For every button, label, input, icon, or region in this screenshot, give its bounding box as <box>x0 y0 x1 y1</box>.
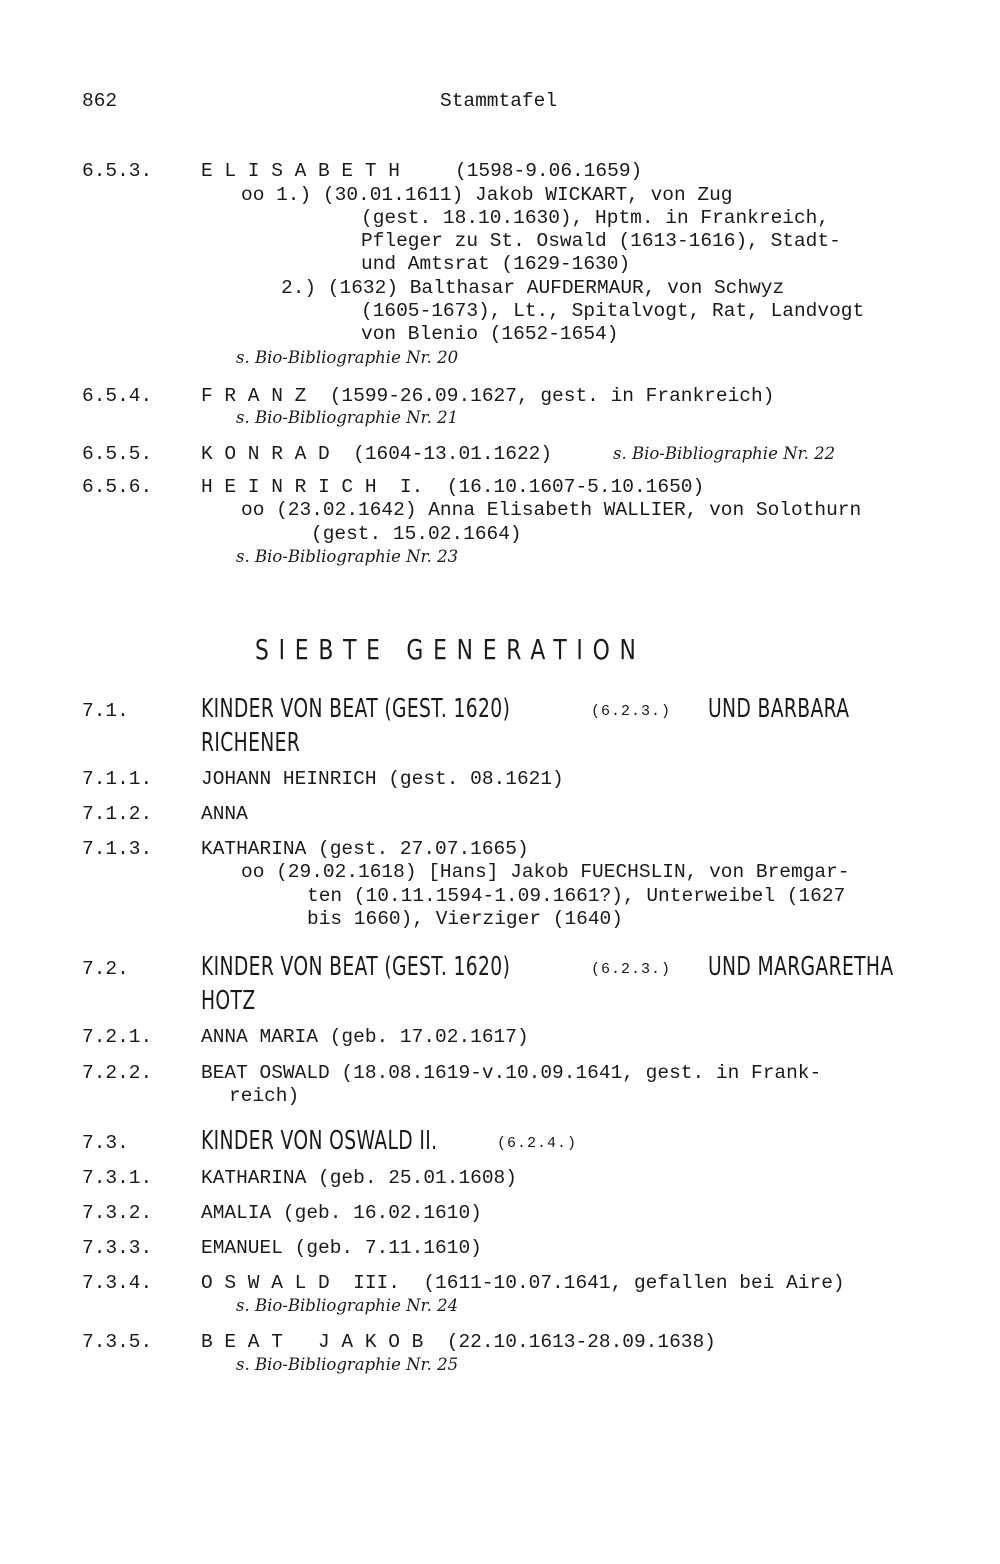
child-number: 7.1.1. <box>82 768 153 790</box>
entry-line: ten (10.11.1594-1.09.1661?), Unterweibel (1627 <box>307 885 846 907</box>
child-number: 7.3.3. <box>82 1237 153 1259</box>
entry-line: H E I N R I C H I. (16.10.1607-5.10.1650) <box>201 476 705 498</box>
child-entry: ANNA MARIA (geb. 17.02.1617) <box>201 1026 529 1048</box>
child-entry: ANNA <box>201 803 248 825</box>
page-title: Stammtafel <box>440 90 558 112</box>
bio-reference: s. Bio-Bibliographie Nr. 23 <box>236 547 459 566</box>
entry-name: E L I S A B E T H <box>201 160 400 182</box>
child-entry: KATHARINA (geb. 25.01.1608) <box>201 1167 517 1189</box>
section-number: 7.3. <box>82 1132 129 1154</box>
bio-reference: s. Bio-Bibliographie Nr. 24 <box>236 1296 459 1315</box>
entry-line: (gest. 18.10.1630), Hptm. in Frankreich, <box>361 207 830 229</box>
entry-number: 6.5.3. <box>82 160 153 182</box>
entry-line: F R A N Z (1599-26.09.1627, gest. in Frankreich) <box>201 385 775 407</box>
entry-line: 2.) (1632) Balthasar AUFDERMAUR, von Schwyz <box>281 277 785 299</box>
bio-reference: s. Bio-Bibliographie Nr. 22 <box>613 444 836 463</box>
child-entry: JOHANN HEINRICH (gest. 08.1621) <box>201 768 564 790</box>
child-number: 7.2.2. <box>82 1062 153 1084</box>
entry-line: Pfleger zu St. Oswald (1613-1616), Stadt- <box>361 230 841 252</box>
entry-number: 6.5.5. <box>82 443 153 465</box>
section-heading: UND MARGARETHA <box>708 952 894 982</box>
section-number: 7.1. <box>82 700 129 722</box>
child-entry: EMANUEL (geb. 7.11.1610) <box>201 1237 482 1259</box>
child-number: 7.3.5. <box>82 1331 153 1353</box>
entry-line: reich) <box>229 1085 300 1107</box>
generation-title: SIEBTE GENERATION <box>255 633 646 666</box>
entry-line: und Amtsrat (1629-1630) <box>361 253 631 275</box>
child-entry: BEAT OSWALD (18.08.1619-v.10.09.1641, gest. in Frank- <box>201 1062 822 1084</box>
entry-line: (1605-1673), Lt., Spitalvogt, Rat, Landvogt <box>361 300 865 322</box>
section-ref: (6.2.3.) <box>591 703 672 720</box>
section-heading: KINDER VON BEAT (GEST. 1620) <box>201 952 511 982</box>
section-heading: KINDER VON BEAT (GEST. 1620) <box>201 694 511 724</box>
entry-line: oo (23.02.1642) Anna Elisabeth WALLIER, von Solothurn <box>241 499 862 521</box>
child-number: 7.2.1. <box>82 1026 153 1048</box>
child-entry: AMALIA (geb. 16.02.1610) <box>201 1202 482 1224</box>
section-ref: (6.2.3.) <box>591 961 672 978</box>
entry-number: 6.5.6. <box>82 476 153 498</box>
child-entry: KATHARINA (gest. 27.07.1665) <box>201 838 529 860</box>
entry-line: oo 1.) (30.01.1611) Jakob WICKART, von Zug <box>241 184 733 206</box>
page-number: 862 <box>82 90 118 112</box>
entry-line: K O N R A D (1604-13.01.1622) <box>201 443 553 465</box>
bio-reference: s. Bio-Bibliographie Nr. 25 <box>236 1355 459 1374</box>
section-heading: KINDER VON OSWALD II. <box>201 1126 438 1156</box>
entry-number: 6.5.4. <box>82 385 153 407</box>
entry-line: (gest. 15.02.1664) <box>311 523 522 545</box>
child-number: 7.1.2. <box>82 803 153 825</box>
entry-dates: (1598-9.06.1659) <box>455 160 643 182</box>
child-entry: O S W A L D III. (1611-10.07.1641, gefallen bei Aire) <box>201 1272 845 1294</box>
bio-reference: s. Bio-Bibliographie Nr. 21 <box>236 408 459 427</box>
entry-line: bis 1660), Vierziger (1640) <box>307 908 623 930</box>
child-entry: B E A T J A K O B (22.10.1613-28.09.1638) <box>201 1331 716 1353</box>
entry-line: oo (29.02.1618) [Hans] Jakob FUECHSLIN, von Bremgar- <box>241 861 850 883</box>
bio-reference: s. Bio-Bibliographie Nr. 20 <box>236 348 459 367</box>
section-ref: (6.2.4.) <box>497 1135 578 1152</box>
child-number: 7.1.3. <box>82 838 153 860</box>
entry-line: von Blenio (1652-1654) <box>361 323 619 345</box>
child-number: 7.3.2. <box>82 1202 153 1224</box>
child-number: 7.3.4. <box>82 1272 153 1294</box>
section-number: 7.2. <box>82 958 129 980</box>
section-heading: HOTZ <box>201 986 256 1016</box>
child-number: 7.3.1. <box>82 1167 153 1189</box>
section-heading: UND BARBARA <box>708 694 850 724</box>
section-heading: RICHENER <box>201 728 301 758</box>
